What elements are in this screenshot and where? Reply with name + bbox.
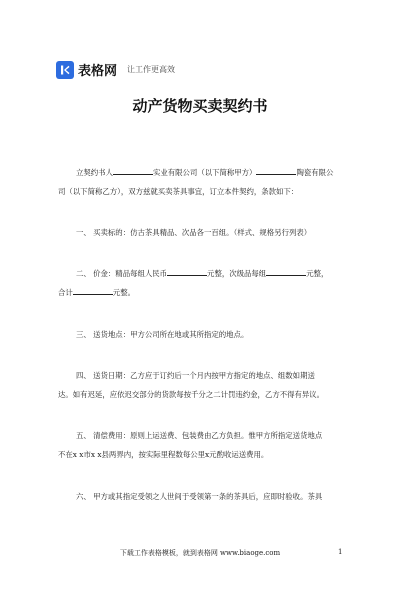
brand-name: 表格网 [78, 64, 118, 79]
logo-mark-icon [59, 64, 71, 76]
clause-1-text: 一、 买卖标的：仿古茶具精品、次品各一百组。（样式、规格另行列表） [76, 228, 312, 237]
brand-slogan: 让工作更高效 [127, 65, 176, 74]
clause-2-line-1: 二、 价金：精品每组人民币 元整，次级品每组 元整， [76, 269, 329, 278]
clause-3 [58, 325, 350, 344]
blank-secondary-price [266, 267, 306, 276]
blank-premium-price [167, 267, 207, 276]
blank-party-b [256, 166, 296, 175]
preamble-line-2: 司（以下简称乙方），双方兹就买卖茶具事宜，订立本件契约，条款如下： [58, 187, 299, 196]
clause-5-line-1: 五、 清偿费用：原则上运送费、包装费由乙方负担。惟甲方所指定送货地点 [76, 431, 323, 440]
clause-2-line-2: 合计 元整。 [58, 288, 135, 297]
clause-4 [58, 366, 350, 404]
clause-1 [58, 223, 350, 242]
footer-text: 下载工作表格模板，就到表格网 www.biaoge.com [119, 549, 281, 557]
clause-2 [58, 264, 350, 302]
site-header [56, 60, 175, 79]
clause-6-text: 六、 甲方或其指定受领之人世间于受领第一条的茶具后，应即时验收。茶具 [76, 492, 323, 501]
clause-4-line-1: 四、 送货日期：乙方应于订约后一个月内按甲方指定的地点、组数如期送 [76, 371, 315, 380]
logo-icon [56, 61, 74, 79]
clause-6 [58, 487, 350, 506]
blank-party-a [113, 166, 153, 175]
clause-5 [58, 426, 350, 464]
clause-4-line-2: 达。如有迟延，应依迟交部分的货款每按千分之二计罚违约金，乙方不得有异议。 [58, 390, 325, 399]
blank-total [73, 286, 113, 295]
document-title: 动产货物买卖契约书 [132, 97, 268, 115]
clause-5-line-2: 不在x x市x x县两界内，按实际里程数每公里x元酌收运送费用。 [58, 450, 269, 459]
preamble-line-1: 立契约书人 实业有限公司（以下简称甲方） 陶瓷有限公 [76, 168, 334, 177]
page-number: 1 [338, 548, 343, 556]
clause-3-text: 三、 送货地点：甲方公司所在地或其所指定的地点。 [76, 330, 249, 339]
preamble-paragraph [58, 163, 350, 201]
